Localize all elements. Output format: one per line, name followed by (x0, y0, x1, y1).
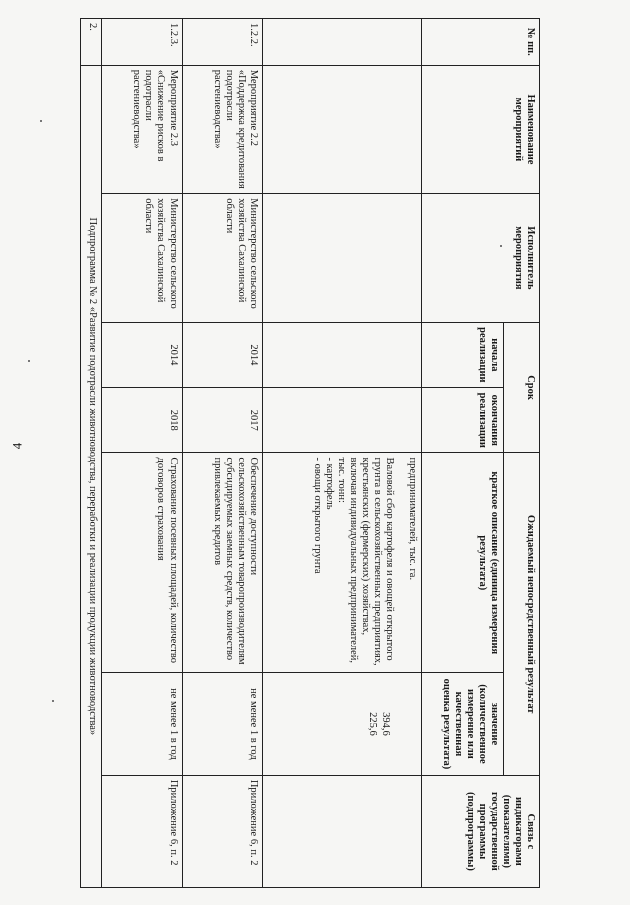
cell-start: 2014 (102, 322, 182, 387)
value-potato: 394,6 (379, 712, 391, 736)
value-vegetables: 225,6 (367, 712, 379, 736)
page-number: 4 (9, 442, 25, 450)
header-executor: Исполнитель мероприятия (421, 194, 539, 322)
desc-line: - овощи открытого грунта (312, 457, 324, 574)
header-term-start: начала реализации (421, 322, 503, 387)
cell-end (262, 388, 421, 453)
cell-num (262, 19, 421, 66)
cell-executor: Министерство сельского хозяйства Сахалинской области (182, 194, 262, 322)
cell-end: 2018 (102, 388, 182, 453)
header-num: № пп. (421, 19, 539, 66)
header-row (504, 19, 540, 888)
header-expected-value: значение (количественное измерение или качественная оценка результата) (421, 673, 503, 776)
cell-end: 2017 (182, 388, 262, 453)
desc-line: Валовой сбор картофеля и овощей открытого грунта в сельскохозяйственных предприятиях, крестьянских (фермерских) хозяйствах, включая индивидуальных предпринимателей, тыс. тонн: (336, 457, 396, 666)
cell-num: 1.2.2. (182, 19, 262, 66)
cell-link: Приложение 6, п. 2 (102, 775, 182, 887)
header-expected-desc: краткое описание (единица измерения результата) (421, 453, 503, 673)
cell-value: не менее 1 в год (102, 673, 182, 776)
desc-line (396, 457, 406, 668)
measures-table (80, 18, 540, 888)
cell-num: 1.2.3. (102, 19, 182, 66)
rotated-table-container (80, 18, 540, 888)
cell-start: 2014 (182, 322, 262, 387)
cell-executor (262, 194, 421, 322)
cell-name: Мероприятие 2.2 «Поддержка кредитования подотрасли растениеводства» (182, 65, 262, 193)
cell-link: Приложение 6, п. 2 (182, 775, 262, 887)
table-row (102, 19, 182, 888)
cell-desc: Обеспечение доступности сельскохозяйственным товаропроизводителям субсидируемых заемных средств, количество привлекаемых кредитов (182, 453, 262, 673)
cell-value: не менее 1 в год (182, 673, 262, 776)
header-name: Наименование мероприятий (421, 65, 539, 193)
cell-value (262, 673, 421, 776)
cell-desc (262, 453, 421, 673)
cell-start (262, 322, 421, 387)
desc-line: - картофель (324, 457, 336, 510)
header-term-end: окончания реализации (421, 388, 503, 453)
cell-link (262, 775, 421, 887)
cell-desc: Страхование посевных площадей, количество договоров страхования (102, 453, 182, 673)
subprogram-row (81, 19, 102, 888)
cell-executor: Министерство сельского хозяйства Сахалинской области (102, 194, 182, 322)
table-row (182, 19, 262, 888)
cell-name (262, 65, 421, 193)
desc-line: предпринимателей, тыс. га. (406, 457, 418, 581)
table-row (262, 19, 421, 888)
subprogram-title: Подпрограмма № 2 «Развитие подотрасли животноводства, переработки и реализации продукции животноводства» (81, 65, 102, 887)
header-term: Срок (504, 322, 540, 453)
cell-name: Мероприятие 2.3 «Снижение рисков в подотрасли растениеводства» (102, 65, 182, 193)
header-link: Связь с индикаторами (показателями) государственной программы (подпрограммы) (421, 775, 539, 887)
header-expected: Ожидаемый непосредственный результат (504, 453, 540, 775)
cell-num: 2. (81, 19, 102, 66)
